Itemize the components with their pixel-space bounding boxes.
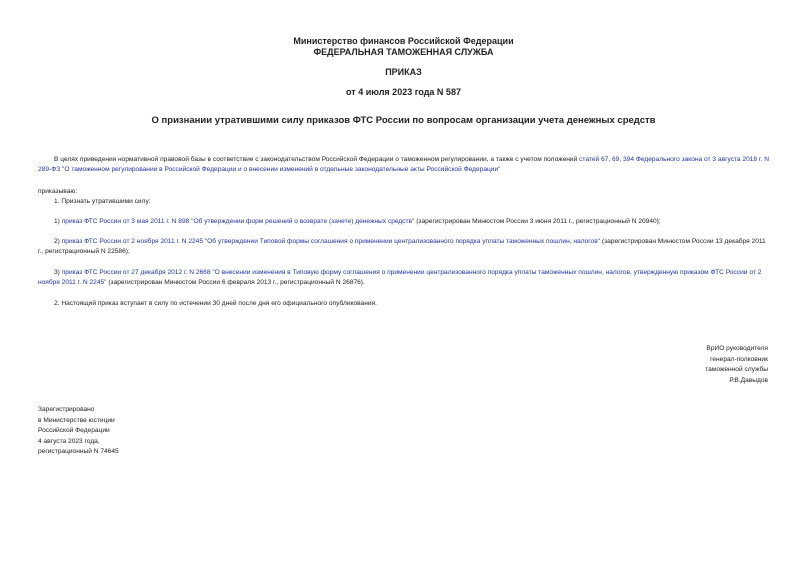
signature-block — [705, 344, 768, 386]
sub-item-2-rest: (зарегистрирован Минюстом России 13 декабря 2011 г., регистрационный N 22586); — [38, 238, 766, 255]
item-1: 1. Признать утратившими силу: — [54, 198, 151, 205]
sub-item-3 — [38, 268, 770, 288]
preamble-paragraph — [38, 155, 770, 175]
document-title: О признании утратившими силу приказов ФТС России по вопросам организации учета денежных средств — [151, 115, 656, 126]
date-number-heading: от 4 июля 2023 года N 587 — [346, 87, 461, 97]
service-heading: ФЕДЕРАЛЬНАЯ ТАМОЖЕННАЯ СЛУЖБА — [313, 47, 494, 57]
sub-item-3-number: 3) — [54, 269, 62, 276]
order-898-link[interactable]: приказ ФТС России от 3 мая 2011 г. N 898 "Об утверждении форм решений о возврате (зачете) денежных средств" — [61, 218, 415, 225]
sub-item-2 — [38, 237, 770, 257]
ministry-heading: Министерство финансов Российской Федерации — [293, 36, 514, 46]
order-2668-link[interactable]: приказ ФТС России от 27 декабря 2012 г. N 2668 "О внесении изменения в Типовую форму соглашения о применении централизованного порядка уплаты таможенных пошлин, налогов, утвержденную приказом ФТС России от 2 ноября 2011 г. N 2245" — [38, 269, 762, 286]
registration-line-3: Российской Федерации — [38, 427, 110, 434]
signature-rank: генерал-полковник — [710, 355, 768, 363]
item-2: 2. Настоящий приказ вступает в силу по истечении 30 дней после дня его официального опубликования. — [54, 300, 377, 307]
signature-name: Р.В.Давыдов — [729, 376, 768, 384]
sub-item-1-rest: (зарегистрирован Минюстом России 3 июня 2011 г., регистрационный N 20940); — [414, 218, 661, 225]
order-word: приказываю: — [38, 188, 78, 195]
sub-item-1-number: 1) — [54, 218, 62, 225]
law-articles-link[interactable]: статей 67, 69, 394 Федерального закона от 3 августа 2018 г. N 289-ФЗ "О таможенном регулировании в Российской Федерации и о внесении изменений в отдельные законодательные акты Российской Федерации" — [38, 156, 769, 173]
sub-item-2-number: 2) — [54, 238, 62, 245]
registration-date: 4 августа 2023 года, — [38, 437, 100, 445]
registration-line-1: Зарегистрировано — [38, 406, 95, 413]
order-2245-link[interactable]: приказ ФТС России от 2 ноября 2011 г. N 2245 "Об утверждении Типовой формы соглашения о применении централизованного порядка уплаты таможенных пошлин, налогов" — [61, 238, 601, 245]
registration-line-2: в Министерстве юстиции — [38, 416, 115, 424]
sub-item-1 — [38, 217, 770, 227]
signature-service: таможенной службы — [705, 366, 768, 373]
signature-position: ВрИО руководителя — [706, 345, 768, 352]
preamble-text: В целях приведения нормативной правовой базы в соответствие с законодательством Российской Федерации о таможенном регулировании, а также с учетом положений — [54, 156, 580, 163]
registration-number: регистрационный N 74645 — [38, 448, 119, 455]
sub-item-3-rest: (зарегистрирован Минюстом России 6 февраля 2013 г., регистрационный N 26876). — [106, 279, 365, 286]
doc-type-heading: ПРИКАЗ — [385, 67, 422, 77]
registration-block — [38, 405, 119, 458]
